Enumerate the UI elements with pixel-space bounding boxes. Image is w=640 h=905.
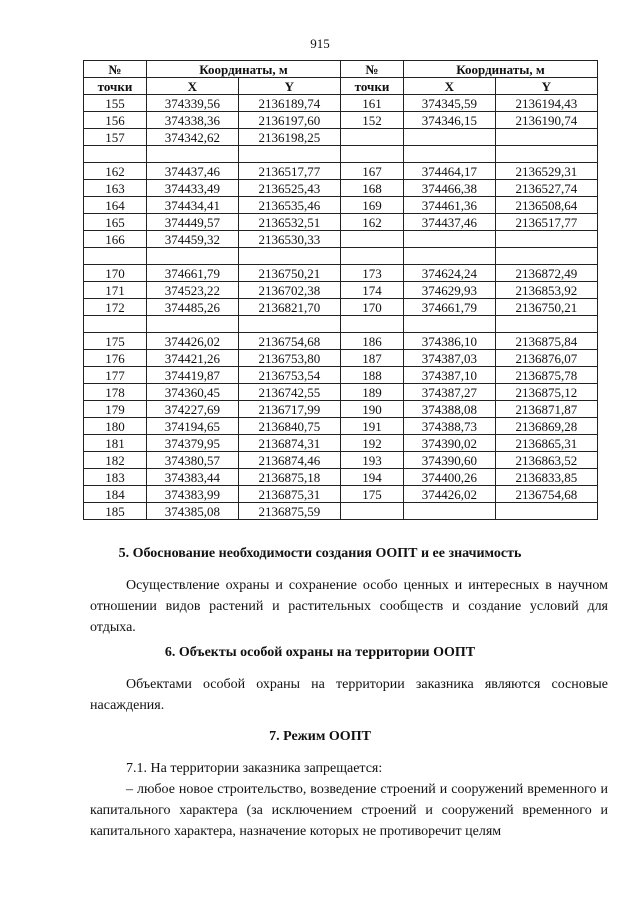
table-row — [84, 180, 598, 197]
table-row — [84, 333, 598, 350]
cell-y-right: 2136517,77 — [495, 214, 597, 231]
cell-point-right: 167 — [340, 163, 403, 180]
cell-x-right: 374661,79 — [403, 299, 495, 316]
cell-y-left: 2136875,59 — [238, 503, 340, 520]
cell-point-right: 170 — [340, 299, 403, 316]
section6-text — [90, 674, 608, 716]
coords-header-left: Координаты, м — [147, 61, 341, 78]
cell-point-right: 174 — [340, 282, 403, 299]
cell-x-right: 374390,60 — [403, 452, 495, 469]
cell-x-right: 374464,17 — [403, 163, 495, 180]
coords-header-right: Координаты, м — [403, 61, 597, 78]
cell-y-right — [495, 129, 597, 146]
cell-point-left: 171 — [84, 282, 147, 299]
cell-point-right: 175 — [340, 486, 403, 503]
cell-x-left: 374342,62 — [147, 129, 239, 146]
cell-y-right: 2136194,43 — [495, 95, 597, 112]
cell-point-left — [84, 316, 147, 333]
cell-point-right: 194 — [340, 469, 403, 486]
table-row — [84, 248, 598, 265]
cell-x-left: 374419,87 — [147, 367, 239, 384]
cell-x-right — [403, 503, 495, 520]
cell-point-left: 184 — [84, 486, 147, 503]
cell-y-left: 2136840,75 — [238, 418, 340, 435]
page-number: 915 — [310, 36, 330, 51]
cell-x-left: 374437,46 — [147, 163, 239, 180]
cell-x-left: 374227,69 — [147, 401, 239, 418]
cell-y-right: 2136529,31 — [495, 163, 597, 180]
cell-x-right: 374387,03 — [403, 350, 495, 367]
section6-heading: 6. Объекты особой охраны на территории ООПТ — [164, 645, 476, 660]
cell-y-left — [238, 146, 340, 163]
cell-point-left — [84, 248, 147, 265]
cell-x-right: 374387,10 — [403, 367, 495, 384]
table-row — [84, 384, 598, 401]
cell-point-right: 169 — [340, 197, 403, 214]
cell-point-right: 186 — [340, 333, 403, 350]
cell-y-left: 2136754,68 — [238, 333, 340, 350]
cell-y-right: 2136872,49 — [495, 265, 597, 282]
section6-paragraph: Объектами особой охраны на территории заказника являются сосновые насаждения. — [90, 677, 608, 713]
cell-y-left — [238, 248, 340, 265]
cell-point-right: 188 — [340, 367, 403, 384]
cell-y-left: 2136198,25 — [238, 129, 340, 146]
cell-point-right: 189 — [340, 384, 403, 401]
cell-x-left: 374485,26 — [147, 299, 239, 316]
x-header-right: X — [403, 78, 495, 95]
cell-x-left: 374383,99 — [147, 486, 239, 503]
x-header: X — [147, 78, 239, 95]
cell-y-right: 2136833,85 — [495, 469, 597, 486]
cell-x-left: 374426,02 — [147, 333, 239, 350]
cell-point-left: 183 — [84, 469, 147, 486]
cell-x-left: 374434,41 — [147, 197, 239, 214]
cell-x-left: 374449,57 — [147, 214, 239, 231]
table-row — [84, 197, 598, 214]
table-row — [84, 95, 598, 112]
cell-point-left: 165 — [84, 214, 147, 231]
cell-y-right: 2136527,74 — [495, 180, 597, 197]
cell-y-left: 2136753,54 — [238, 367, 340, 384]
table-row — [84, 452, 598, 469]
cell-point-left: 156 — [84, 112, 147, 129]
cell-x-left: 374523,22 — [147, 282, 239, 299]
cell-point-right — [340, 316, 403, 333]
cell-x-right: 374388,73 — [403, 418, 495, 435]
cell-point-left: 179 — [84, 401, 147, 418]
cell-x-right: 374388,08 — [403, 401, 495, 418]
cell-y-left: 2136875,18 — [238, 469, 340, 486]
cell-y-left: 2136517,77 — [238, 163, 340, 180]
cell-point-left: 157 — [84, 129, 147, 146]
cell-y-right: 2136190,74 — [495, 112, 597, 129]
table-row — [84, 299, 598, 316]
cell-x-left: 374339,56 — [147, 95, 239, 112]
cell-x-left: 374360,45 — [147, 384, 239, 401]
section5-heading: 5. Обоснование необходимости создания ООПТ и ее значимость — [118, 546, 522, 561]
table-body — [84, 95, 598, 520]
cell-y-right — [495, 503, 597, 520]
cell-x-left: 374338,36 — [147, 112, 239, 129]
cell-y-right: 2136875,12 — [495, 384, 597, 401]
table-row — [84, 112, 598, 129]
cell-x-left: 374433,49 — [147, 180, 239, 197]
cell-y-right: 2136865,31 — [495, 435, 597, 452]
cell-y-left: 2136530,33 — [238, 231, 340, 248]
cell-y-left: 2136875,31 — [238, 486, 340, 503]
cell-y-left — [238, 316, 340, 333]
cell-point-right: 168 — [340, 180, 403, 197]
cell-y-left: 2136750,21 — [238, 265, 340, 282]
cell-x-left: 374661,79 — [147, 265, 239, 282]
section7-heading: 7. Режим ООПТ — [269, 729, 371, 744]
cell-x-left: 374194,65 — [147, 418, 239, 435]
cell-point-left: 180 — [84, 418, 147, 435]
cell-y-left: 2136874,46 — [238, 452, 340, 469]
table-row — [84, 146, 598, 163]
section7-paragraph: – любое новое строительство, возведение строений и сооружений временного и капитального характера (за исключением строений и сооружений временного и капитального характера, назначение которых не противоречит целям — [90, 782, 608, 839]
cell-y-right — [495, 231, 597, 248]
table-row — [84, 367, 598, 384]
cell-y-left: 2136874,31 — [238, 435, 340, 452]
cell-point-right: 173 — [340, 265, 403, 282]
cell-y-right: 2136869,28 — [495, 418, 597, 435]
cell-x-right — [403, 129, 495, 146]
cell-point-right: 162 — [340, 214, 403, 231]
y-header-right: Y — [495, 78, 597, 95]
table-row — [84, 503, 598, 520]
table-row — [84, 282, 598, 299]
cell-x-right: 374426,02 — [403, 486, 495, 503]
cell-x-left: 374383,44 — [147, 469, 239, 486]
cell-y-left: 2136525,43 — [238, 180, 340, 197]
cell-x-left — [147, 248, 239, 265]
table-row — [84, 418, 598, 435]
cell-y-right: 2136508,64 — [495, 197, 597, 214]
cell-point-left: 170 — [84, 265, 147, 282]
cell-point-left: 166 — [84, 231, 147, 248]
cell-x-left: 374459,32 — [147, 231, 239, 248]
cell-y-right: 2136875,84 — [495, 333, 597, 350]
cell-point-right — [340, 231, 403, 248]
cell-point-right — [340, 503, 403, 520]
cell-point-right — [340, 146, 403, 163]
point-header-right: точки — [340, 78, 403, 95]
cell-y-right — [495, 248, 597, 265]
cell-y-left: 2136197,60 — [238, 112, 340, 129]
point-header: точки — [84, 78, 147, 95]
cell-y-left: 2136702,38 — [238, 282, 340, 299]
cell-y-left: 2136189,74 — [238, 95, 340, 112]
table-row — [84, 265, 598, 282]
cell-x-left: 374385,08 — [147, 503, 239, 520]
cell-x-left: 374380,57 — [147, 452, 239, 469]
table-row — [84, 350, 598, 367]
cell-x-right: 374400,26 — [403, 469, 495, 486]
cell-point-right: 193 — [340, 452, 403, 469]
coordinates-table — [83, 60, 598, 520]
section7-text — [90, 779, 608, 842]
cell-y-right: 2136754,68 — [495, 486, 597, 503]
cell-x-right — [403, 231, 495, 248]
cell-point-right — [340, 129, 403, 146]
cell-y-left: 2136717,99 — [238, 401, 340, 418]
cell-x-right: 374466,38 — [403, 180, 495, 197]
table-row — [84, 214, 598, 231]
cell-x-right: 374387,27 — [403, 384, 495, 401]
cell-y-left: 2136753,80 — [238, 350, 340, 367]
cell-point-right: 191 — [340, 418, 403, 435]
cell-x-left — [147, 146, 239, 163]
table-row — [84, 435, 598, 452]
cell-x-right: 374629,93 — [403, 282, 495, 299]
cell-point-left: 175 — [84, 333, 147, 350]
cell-y-right: 2136875,78 — [495, 367, 597, 384]
cell-x-left: 374379,95 — [147, 435, 239, 452]
cell-point-right: 161 — [340, 95, 403, 112]
cell-x-right: 374345,59 — [403, 95, 495, 112]
y-header: Y — [238, 78, 340, 95]
cell-point-left: 181 — [84, 435, 147, 452]
num-header: № — [84, 61, 147, 78]
cell-y-right — [495, 316, 597, 333]
cell-point-left: 172 — [84, 299, 147, 316]
num-header-right: № — [340, 61, 403, 78]
cell-point-left: 177 — [84, 367, 147, 384]
cell-x-left: 374421,26 — [147, 350, 239, 367]
cell-x-right: 374437,46 — [403, 214, 495, 231]
table-row — [84, 486, 598, 503]
cell-point-left: 164 — [84, 197, 147, 214]
cell-x-right — [403, 248, 495, 265]
table-row — [84, 316, 598, 333]
cell-point-right: 187 — [340, 350, 403, 367]
cell-y-left: 2136535,46 — [238, 197, 340, 214]
cell-y-right: 2136853,92 — [495, 282, 597, 299]
table-row — [84, 469, 598, 486]
cell-point-right — [340, 248, 403, 265]
cell-x-right — [403, 316, 495, 333]
cell-x-right: 374346,15 — [403, 112, 495, 129]
table-row — [84, 129, 598, 146]
cell-x-right: 374624,24 — [403, 265, 495, 282]
table-row — [84, 401, 598, 418]
cell-x-right: 374461,36 — [403, 197, 495, 214]
table-row — [84, 231, 598, 248]
cell-x-right: 374390,02 — [403, 435, 495, 452]
cell-y-left: 2136532,51 — [238, 214, 340, 231]
cell-point-right: 152 — [340, 112, 403, 129]
cell-x-right: 374386,10 — [403, 333, 495, 350]
cell-y-right — [495, 146, 597, 163]
cell-point-left: 163 — [84, 180, 147, 197]
cell-point-left: 178 — [84, 384, 147, 401]
cell-y-right: 2136871,87 — [495, 401, 597, 418]
item-7-1: 7.1. На территории заказника запрещается: — [126, 761, 383, 776]
cell-point-left — [84, 146, 147, 163]
cell-y-left: 2136821,70 — [238, 299, 340, 316]
cell-point-left: 185 — [84, 503, 147, 520]
cell-y-right: 2136863,52 — [495, 452, 597, 469]
cell-point-left: 182 — [84, 452, 147, 469]
cell-point-right: 190 — [340, 401, 403, 418]
section5-paragraph: Осуществление охраны и сохранение особо ценных и интересных в научном отношении видов растений и растительных сообществ и создание условий для отдыха. — [90, 578, 608, 635]
cell-x-left — [147, 316, 239, 333]
table-row — [84, 163, 598, 180]
cell-y-right: 2136876,07 — [495, 350, 597, 367]
cell-y-right: 2136750,21 — [495, 299, 597, 316]
cell-point-left: 162 — [84, 163, 147, 180]
cell-point-left: 176 — [84, 350, 147, 367]
cell-point-right: 192 — [340, 435, 403, 452]
section5-text — [90, 575, 608, 638]
cell-y-left: 2136742,55 — [238, 384, 340, 401]
cell-x-right — [403, 146, 495, 163]
cell-point-left: 155 — [84, 95, 147, 112]
